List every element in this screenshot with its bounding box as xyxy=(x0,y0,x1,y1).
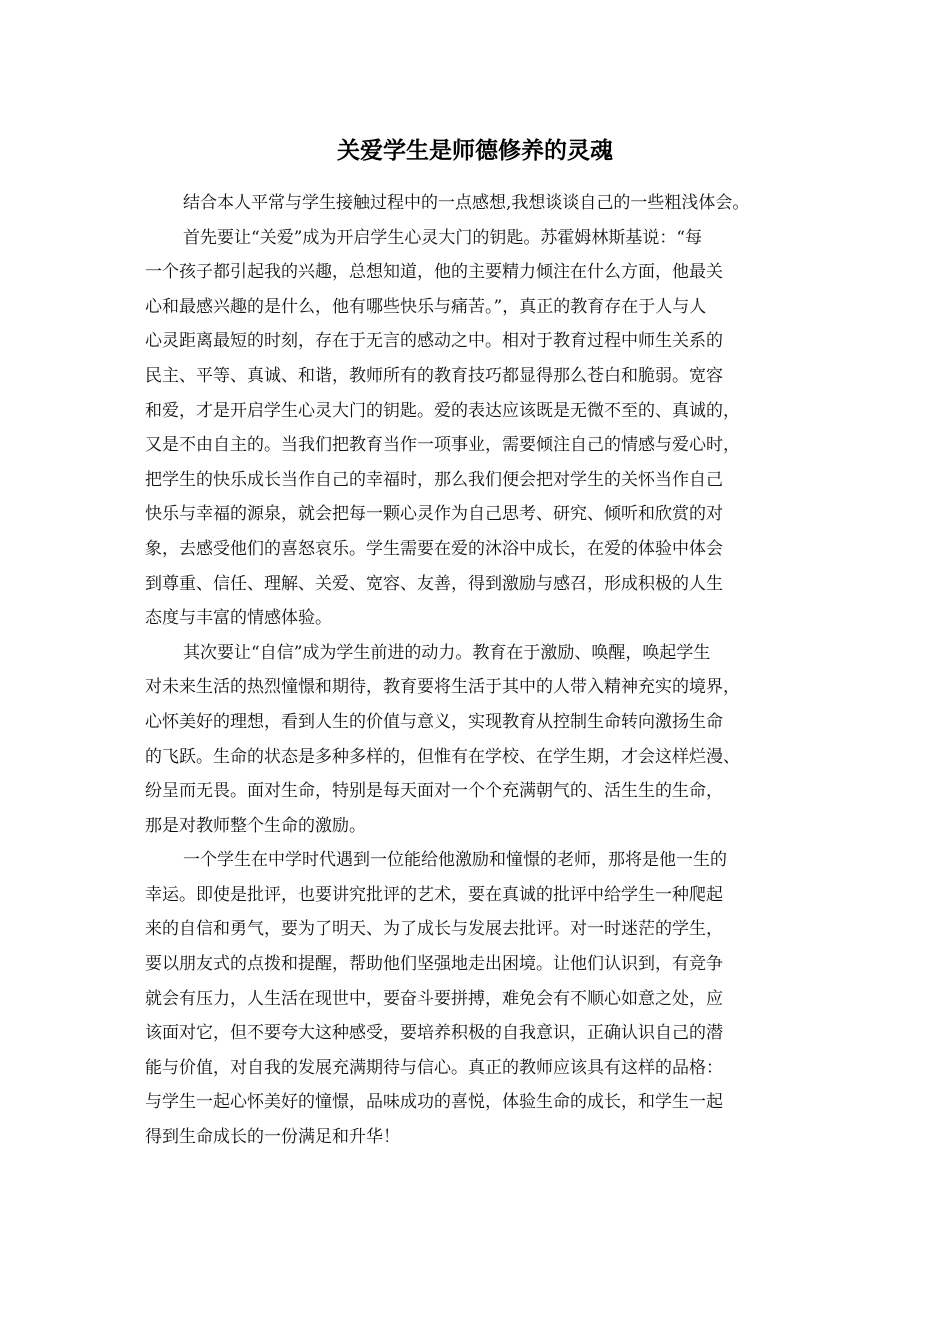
paragraph-line: 象，去感受他们的喜怒哀乐。学生需要在爱的沐浴中成长，在爱的体验中体会 xyxy=(145,538,723,559)
paragraph-line: 对未来生活的热烈憧憬和期待，教育要将生活于其中的人带入精神充实的境界， xyxy=(145,677,740,698)
paragraph-line: 得到生命成长的一份满足和升华！ xyxy=(145,1127,400,1148)
paragraph-line: 把学生的快乐成长当作自己的幸福时，那么我们便会把对学生的关怀当作自己 xyxy=(145,469,723,490)
paragraph-line: 的飞跃。生命的状态是多种多样的，但惟有在学校、在学生期，才会这样烂漫、 xyxy=(145,746,740,767)
paragraph-line: 一个学生在中学时代遇到一位能给他激励和憧憬的老师，那将是他一生的 xyxy=(183,850,727,871)
paragraph-line: 与学生一起心怀美好的憧憬，品味成功的喜悦，体验生命的成长，和学生一起 xyxy=(145,1092,723,1113)
paragraph-line: 一个孩子都引起我的兴趣，总想知道，他的主要精力倾注在什么方面，他最关 xyxy=(145,262,723,283)
paragraph-line: 又是不由自主的。当我们把教育当作一项事业，需要倾注自己的情感与爱心时， xyxy=(145,435,740,456)
paragraph-line: 心灵距离最短的时刻，存在于无言的感动之中。相对于教育过程中师生关系的 xyxy=(145,331,723,352)
paragraph-line: 该面对它，但不要夸大这种感受，要培养积极的自我意识，正确认识自己的潜 xyxy=(145,1023,723,1044)
document-body xyxy=(145,186,825,1155)
paragraph-line: 和爱，才是开启学生心灵大门的钥匙。爱的表达应该既是无微不至的、真诚的， xyxy=(145,400,740,421)
paragraph-line: 就会有压力，人生活在现世中，要奋斗要拼搏，难免会有不顺心如意之处，应 xyxy=(145,988,723,1009)
paragraph-line: 态度与丰富的情感体验。 xyxy=(145,608,332,629)
paragraph-line: 来的自信和勇气，要为了明天、为了成长与发展去批评。对一时迷茫的学生， xyxy=(145,919,723,940)
paragraph-line: 能与价值，对自我的发展充满期待与信心。真正的教师应该具有这样的品格： xyxy=(145,1057,723,1078)
paragraph-line: 幸运。即使是批评，也要讲究批评的艺术，要在真诚的批评中给学生一种爬起 xyxy=(145,884,723,905)
paragraph-line: 结合本人平常与学生接触过程中的一点感想,我想谈谈自己的一些粗浅体会。 xyxy=(183,193,750,213)
paragraph-line: 心怀美好的理想，看到人生的价值与意义，实现教育从控制生命转向激扬生命 xyxy=(145,711,723,732)
paragraph-line: 其次要让“自信”成为学生前进的动力。教育在于激励、唤醒，唤起学生 xyxy=(183,642,711,663)
paragraph-line: 纷呈而无畏。面对生命，特别是每天面对一个个充满朝气的、活生生的生命， xyxy=(145,781,723,802)
paragraph-line: 到尊重、信任、理解、关爱、宽容、友善，得到激励与感召，形成积极的人生 xyxy=(145,573,723,594)
paragraph-line: 心和最感兴趣的是什么，他有哪些快乐与痛苦。”，真正的教育存在于人与人 xyxy=(145,296,707,317)
paragraph-line: 要以朋友式的点拨和提醒，帮助他们坚强地走出困境。让他们认识到，有竞争 xyxy=(145,954,723,975)
paragraph-line: 那是对教师整个生命的激励。 xyxy=(145,815,366,836)
paragraph-line: 快乐与幸福的源泉，就会把每一颗心灵作为自己思考、研究、倾听和欣赏的对 xyxy=(145,504,723,525)
paragraph-line: 民主、平等、真诚、和谐，教师所有的教育技巧都显得那么苍白和脆弱。宽容 xyxy=(145,365,723,386)
page-title: 关爱学生是师德修养的灵魂 xyxy=(337,137,613,164)
paragraph-line: 首先要让“关爱”成为开启学生心灵大门的钥匙。苏霍姆林斯基说：“每 xyxy=(183,227,703,248)
